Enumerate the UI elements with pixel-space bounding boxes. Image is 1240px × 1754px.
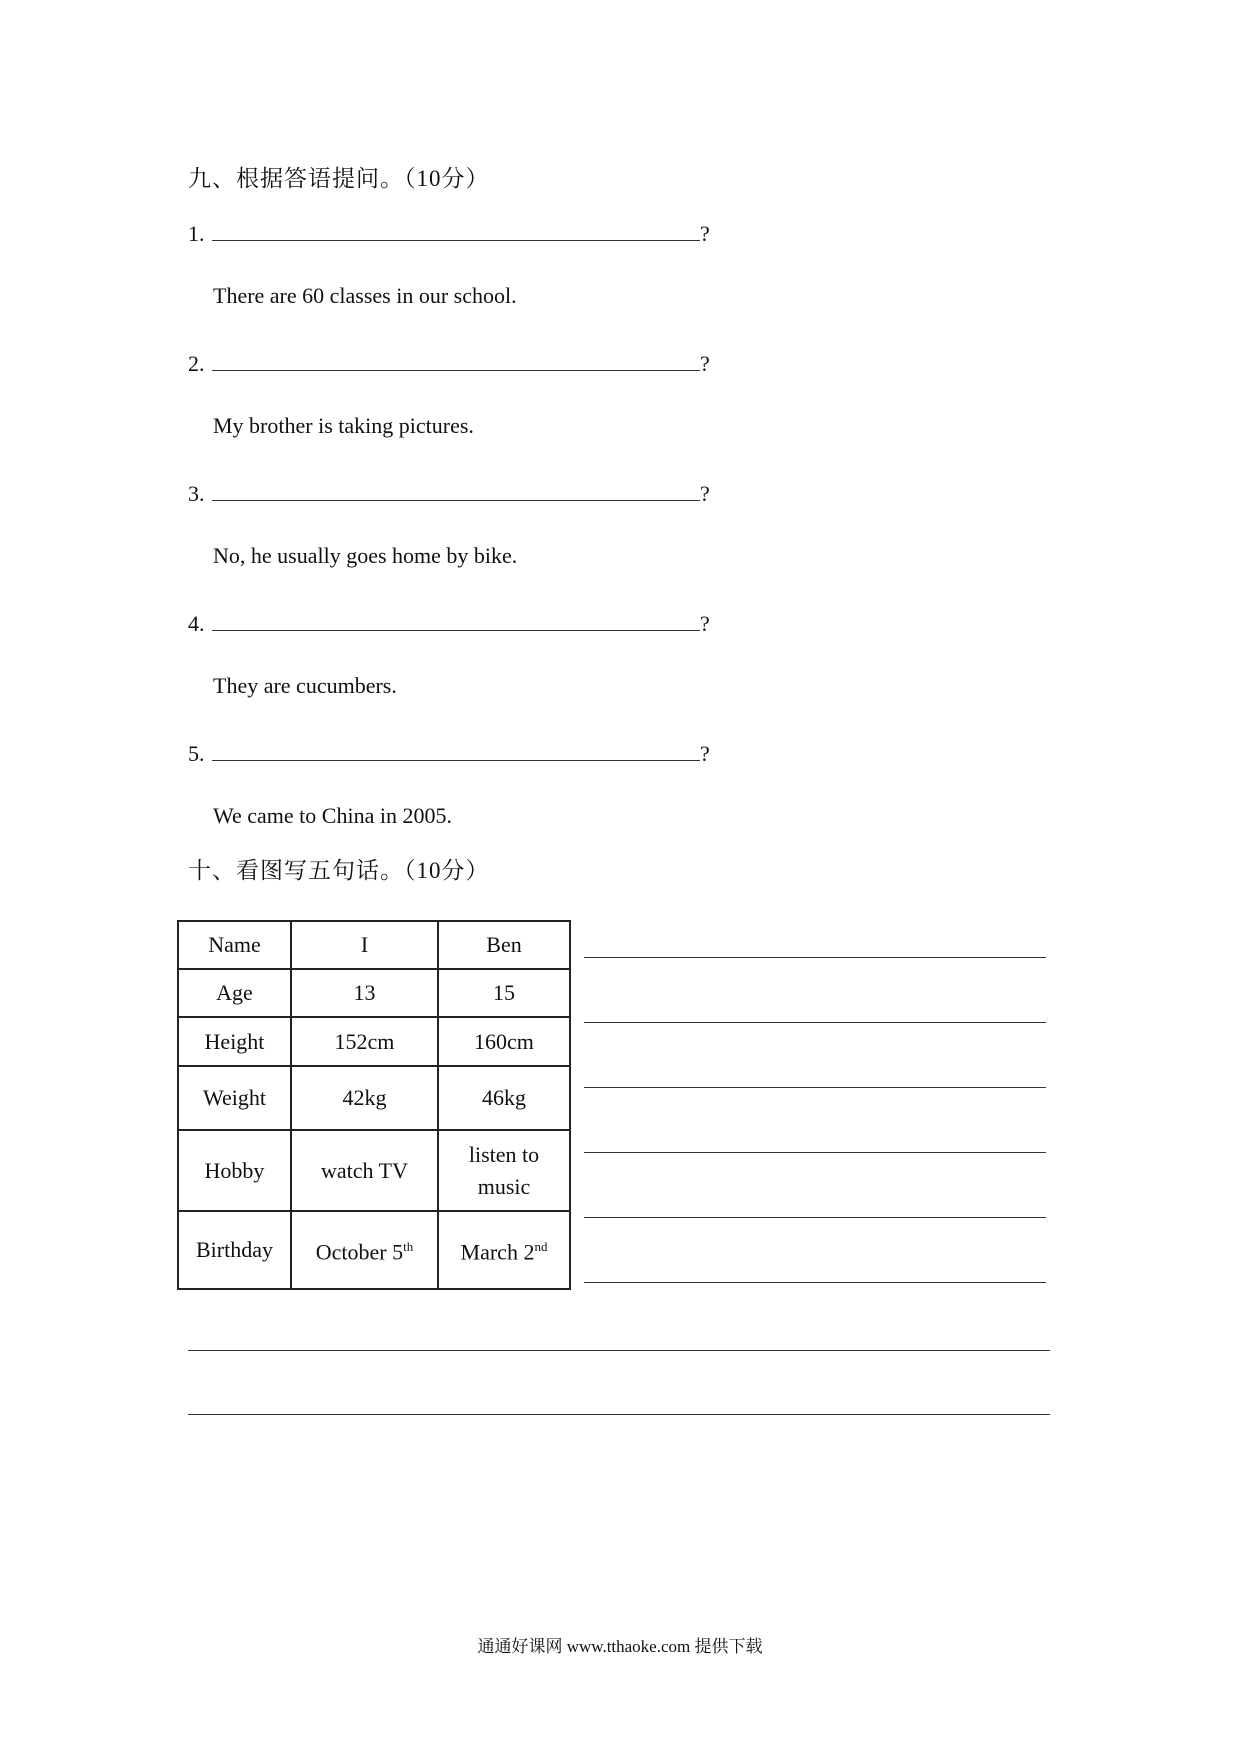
- table-row: [178, 1130, 570, 1211]
- question-number: 4.: [188, 611, 205, 636]
- question-number: 5.: [188, 741, 205, 766]
- table-cell: watch TV: [291, 1130, 438, 1211]
- footer-text: 通通好课网 www.tthaoke.com 提供下载: [477, 1637, 763, 1656]
- cell-line: listen to: [468, 1141, 540, 1167]
- answer-blank[interactable]: [212, 480, 700, 501]
- table-row: [178, 1066, 570, 1130]
- ordinal-suffix: th: [403, 1239, 414, 1255]
- question-number: 3.: [188, 481, 205, 506]
- answer-blank[interactable]: [212, 740, 700, 761]
- given-answer-4: They are cucumbers.: [213, 673, 397, 698]
- question-4: [188, 610, 710, 637]
- question-mark: ?: [700, 611, 710, 636]
- row-label-hobby: Hobby: [178, 1130, 291, 1211]
- question-mark: ?: [700, 351, 710, 376]
- table-row: [178, 1017, 570, 1066]
- section-10-title: 十、看图写五句话。（10分）: [188, 858, 490, 883]
- given-answer-2: My brother is taking pictures.: [213, 413, 474, 438]
- cell-text: March 2: [460, 1239, 535, 1265]
- writing-line[interactable]: [584, 1217, 1046, 1218]
- table-cell: [438, 1130, 570, 1211]
- writing-line[interactable]: [584, 957, 1046, 958]
- given-answer-5: We came to China in 2005.: [213, 803, 452, 828]
- question-mark: ?: [700, 481, 710, 506]
- writing-line[interactable]: [188, 1350, 1050, 1351]
- section-9-title: 九、根据答语提问。（10分）: [188, 166, 490, 191]
- row-label-weight: Weight: [178, 1066, 291, 1130]
- ordinal-suffix: nd: [534, 1239, 548, 1255]
- table-header-cell: Ben: [438, 921, 570, 969]
- question-2: [188, 350, 710, 377]
- question-5: [188, 740, 710, 767]
- table-row: [178, 921, 570, 969]
- answer-blank[interactable]: [212, 350, 700, 371]
- table-row: [178, 1211, 570, 1289]
- writing-line[interactable]: [584, 1152, 1046, 1153]
- question-3: [188, 480, 710, 507]
- writing-line[interactable]: [584, 1087, 1046, 1088]
- info-table: [177, 920, 571, 1290]
- table-cell: 152cm: [291, 1017, 438, 1066]
- table-row: [178, 969, 570, 1017]
- question-mark: ?: [700, 741, 710, 766]
- table-header-cell: I: [291, 921, 438, 969]
- table-cell: 42kg: [291, 1066, 438, 1130]
- answer-blank[interactable]: [212, 220, 700, 241]
- table-header-cell: Name: [178, 921, 291, 969]
- cell-line: music: [477, 1173, 531, 1199]
- table-cell: 15: [438, 969, 570, 1017]
- question-number: 1.: [188, 221, 205, 246]
- table-cell: 13: [291, 969, 438, 1017]
- given-answer-3: No, he usually goes home by bike.: [213, 543, 518, 568]
- writing-line[interactable]: [188, 1414, 1050, 1415]
- writing-line[interactable]: [584, 1022, 1046, 1023]
- row-label-birthday: Birthday: [178, 1211, 291, 1289]
- answer-blank[interactable]: [212, 610, 700, 631]
- question-mark: ?: [700, 221, 710, 246]
- given-answer-1: There are 60 classes in our school.: [213, 283, 517, 308]
- table-cell: [438, 1211, 570, 1289]
- row-label-age: Age: [178, 969, 291, 1017]
- writing-line[interactable]: [584, 1282, 1046, 1283]
- question-1: [188, 220, 710, 247]
- row-label-height: Height: [178, 1017, 291, 1066]
- table-cell: [291, 1211, 438, 1289]
- table-cell: 160cm: [438, 1017, 570, 1066]
- table-cell: 46kg: [438, 1066, 570, 1130]
- question-number: 2.: [188, 351, 205, 376]
- cell-text: October 5: [315, 1239, 404, 1265]
